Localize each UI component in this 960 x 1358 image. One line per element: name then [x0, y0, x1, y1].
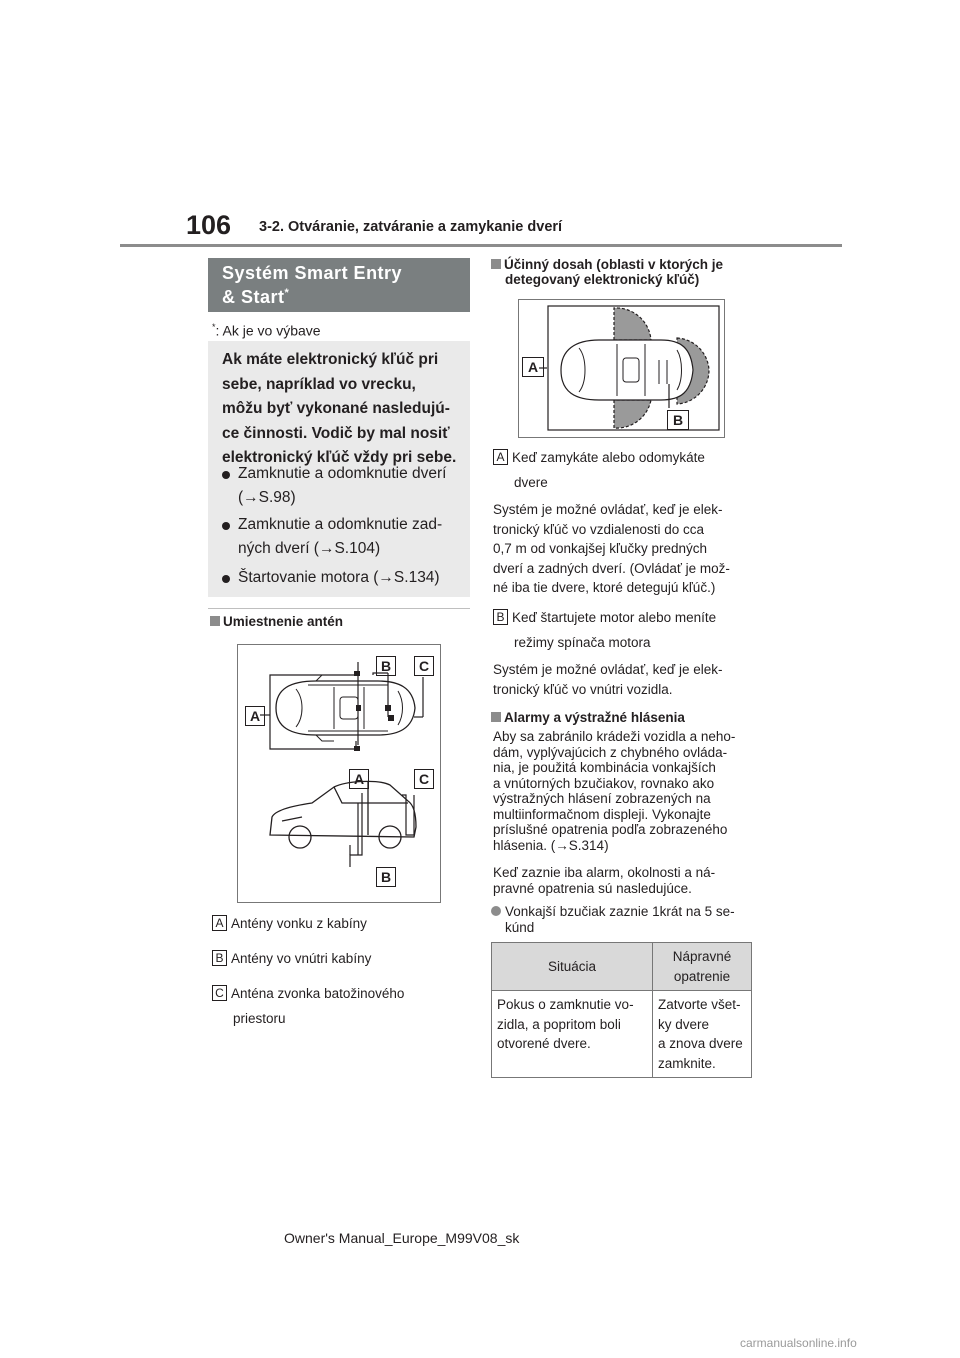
- figure-label-a: A: [349, 769, 369, 789]
- range-item-a-cont: dvere: [514, 475, 548, 490]
- footnote: *: Ak je vo výbave: [212, 322, 321, 339]
- table-header: Situácia: [492, 943, 653, 991]
- bullet-icon: [491, 906, 501, 916]
- bullet-icon: [222, 522, 230, 530]
- watermark: carmanualsonline.info: [740, 1336, 857, 1350]
- chapter-title: 3-2. Otváranie, zatváranie a zamykanie dverí: [259, 219, 563, 235]
- figure-label-c: C: [414, 769, 434, 789]
- legend-letter: C: [212, 985, 227, 1001]
- range-a-text: Systém je možné ovládať, keď je elek- tronický kľúč vo vzdialenosti do cca 0,7 m od vonkajšej kľučky predných dverí a zadných dverí. (Ovládať je mož- né iba tie dvere, ktoré detegujú kľúč.): [493, 502, 730, 595]
- table-cell: Zatvorte všet- ky dvere a znova dvere zamknite.: [653, 991, 752, 1078]
- figure-label-b: B: [376, 656, 396, 676]
- legend-item-b: B Antény vo vnútri kabíny: [212, 951, 371, 967]
- antenna-location-figure: [237, 644, 441, 903]
- legend-letter: B: [493, 609, 508, 625]
- figure-label-b: B: [667, 410, 689, 430]
- section-separator: [208, 608, 470, 609]
- antennas-heading: Umiestnenie antén: [210, 614, 343, 629]
- antenna-diagram: [238, 645, 440, 902]
- legend-letter: A: [493, 449, 508, 465]
- page-number: 106: [186, 210, 232, 240]
- info-intro: Ak máte elektronický kľúč pri sebe, napríklad vo vrecku, môžu byť vykonané nasledujú- ce činnosti. Vodič by mal nosiť elektronický kľúč vždy pri sebe.: [222, 351, 457, 466]
- figure-label-a: A: [522, 357, 544, 377]
- square-bullet-icon: [491, 259, 501, 269]
- range-item-a: A Keď zamykáte alebo odomykáte: [493, 450, 705, 466]
- header-rule: [120, 244, 842, 247]
- alarms-paragraph: Aby sa zabránilo krádeži vozidla a neho- dám, vyplývajúcich z chybného ovláda- nia, je použitá kombinácia vonkajších a vnútorných bzučiakov, rovnako ako výstražných hlásení zobrazených na multiinformačnom displeji. Vykonajte príslušné opatrenia podľa zobrazeného hlásenia. (→S.314): [493, 729, 736, 853]
- bullet-icon: [222, 575, 230, 583]
- bullet-icon: [222, 471, 230, 479]
- situation-table: [491, 942, 752, 1078]
- alarms-heading: Alarmy a výstražné hlásenia: [491, 710, 685, 725]
- figure-label-a: A: [245, 706, 265, 726]
- detection-range-figure: [518, 299, 725, 438]
- table-cell: Pokus o zamknutie vo- zidla, a popritom boli otvorené dvere.: [492, 991, 653, 1078]
- figure-label-b: B: [376, 867, 396, 887]
- figure-label-c: C: [414, 656, 434, 676]
- range-diagram: [519, 300, 724, 437]
- range-b-text: Systém je možné ovládať, keď je elek- tronický kľúč vo vnútri vozidla.: [493, 662, 723, 697]
- legend-letter: A: [212, 915, 227, 931]
- alarms-paragraph-2: Keď zaznie iba alarm, okolnosti a ná- pravné opatrenia sú nasledujúce.: [493, 865, 716, 896]
- footer-text: Owner's Manual_Europe_M99V08_sk: [284, 1230, 520, 1246]
- square-bullet-icon: [210, 616, 220, 626]
- legend-item-c: C Anténa zvonka batožinového: [212, 986, 404, 1002]
- legend-item-c-cont: priestoru: [233, 1011, 286, 1026]
- legend-letter: B: [212, 950, 227, 966]
- range-item-b-cont: režimy spínača motora: [514, 635, 651, 650]
- legend-item-a: A Antény vonku z kabíny: [212, 916, 367, 932]
- range-item-b: B Keď štartujete motor alebo meníte: [493, 610, 716, 626]
- table-header: Nápravné opatrenie: [653, 943, 752, 991]
- section-title: Systém Smart Entry & Start*: [222, 263, 403, 307]
- alarms-bullet: Vonkajší bzučiak zaznie 1krát na 5 se- kúnd: [491, 904, 763, 935]
- square-bullet-icon: [491, 712, 501, 722]
- range-heading: Účinný dosah (oblasti v ktorých je detegovaný elektronický kľúč): [491, 257, 771, 287]
